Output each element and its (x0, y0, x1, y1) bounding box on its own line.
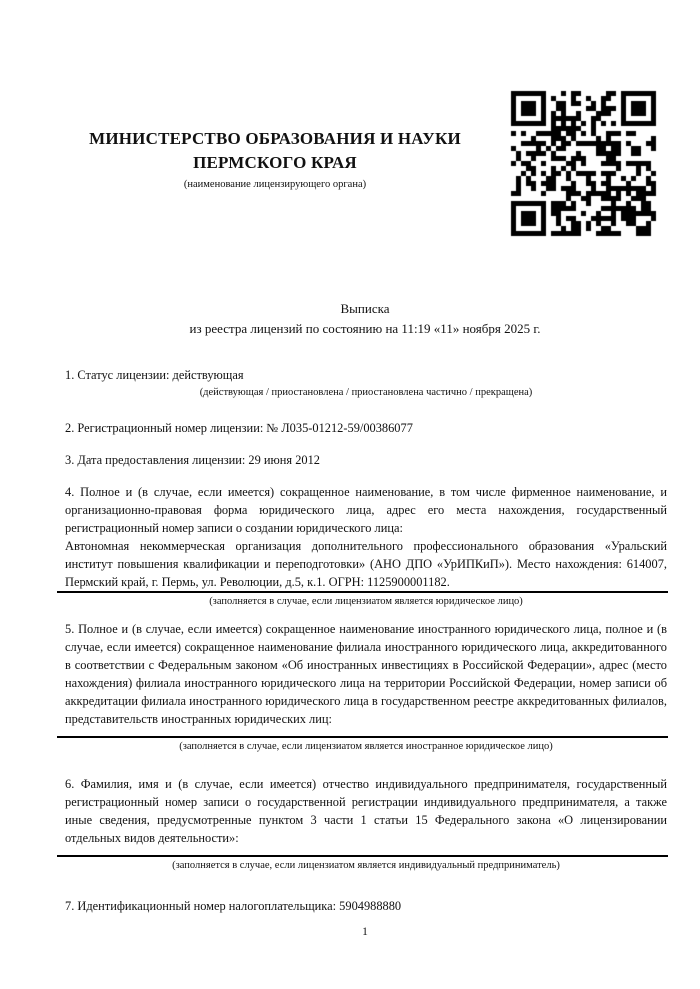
individual-entrepreneur-note: (заполняется в случае, если лицензиатом является индивидуальный предприниматель) (172, 860, 560, 871)
individual-entrepreneur-question: 6. Фамилия, имя и (в случае, если имеется) отчество индивидуального предпринимателя, государственный регистрационный номер записи о государственной регистрации индивидуального предпринимателя, а также иные сведения, предусмотренные пунктом 3 части 1 статьи 15 Федерального закона «О лицензировании отдельных видов деятельности»: (65, 777, 667, 845)
ministry-name-caption: (наименование лицензирующего органа) (183, 179, 367, 190)
item-foreign-entity (65, 620, 667, 754)
grant-date-text: 3. Дата предоставления лицензии: 29 июня 2012 (65, 453, 321, 467)
individual-entrepreneur-rule (57, 855, 668, 857)
item-license-status (65, 366, 667, 400)
registration-number-text: 2. Регистрационный номер лицензии: № Л035-01212-59/00386077 (65, 421, 413, 435)
qr-code-icon (505, 85, 663, 243)
item-taxpayer-number (65, 897, 667, 915)
item-individual-entrepreneur (65, 775, 667, 873)
license-status-note: (действующая / приостановлена / приостановлена частично / прекращена) (199, 387, 533, 398)
license-status-text: 1. Статус лицензии: действующая (65, 368, 244, 382)
foreign-entity-note: (заполняется в случае, если лицензиатом является иностранное юридическое лицо) (179, 741, 553, 752)
legal-entity-question: 4. Полное и (в случае, если имеется) сокращенное наименование, в том числе фирменное наименование, и организационно-правовая форма юридического лица, адрес его места нахождения, государственный регистрационный номер записи о создании юридического лица: (65, 485, 667, 535)
ministry-name-line2: ПЕРМСКОГО КРАЯ (193, 153, 357, 172)
document-title-line1: Выписка (340, 301, 390, 316)
legal-entity-rule (57, 591, 668, 593)
document-title-line2: из реестра лицензий по состоянию на 11:19 «11» ноября 2025 г. (189, 321, 541, 336)
document-title (65, 299, 665, 339)
legal-entity-note: (заполняется в случае, если лицензиатом является юридическое лицо) (209, 596, 523, 607)
ministry-name (65, 127, 485, 175)
foreign-entity-question: 5. Полное и (в случае, если имеется) сокращенное наименование иностранного юридического лица, полное и (в случае, если имеется) сокращенное наименование филиала иностранного юридического лица, аккредитованного в соответствии с Федеральным законом «Об иностранных инвестициях в Российской Федерации», адрес (место нахождения) филиала иностранного юридического лица на территории Российской Федерации, номер записи об аккредитации филиала иностранного юридического лица в государственном реестре аккредитованных филиалов, представительств иностранных юридических лиц: (65, 622, 667, 726)
licensing-authority-block (65, 127, 485, 192)
item-registration-number (65, 419, 667, 437)
item-legal-entity (65, 483, 667, 609)
item-grant-date (65, 451, 667, 469)
legal-entity-value: Автономная некоммерческая организация дополнительного профессионального образования «Уральский институт повышения квалификации и переподготовки» (АНО ДПО «УрИПКиП»). Место нахождения: 614007, Пермский край, г. Пермь, ул. Революции, д.5, к.1. ОГРН: 1125900001182. (65, 539, 667, 589)
taxpayer-number-text: 7. Идентификационный номер налогоплательщика: 5904988880 (65, 899, 402, 913)
foreign-entity-rule (57, 736, 668, 738)
page-number: 1 (362, 926, 368, 938)
ministry-name-line1: МИНИСТЕРСТВО ОБРАЗОВАНИЯ И НАУКИ (89, 129, 461, 148)
